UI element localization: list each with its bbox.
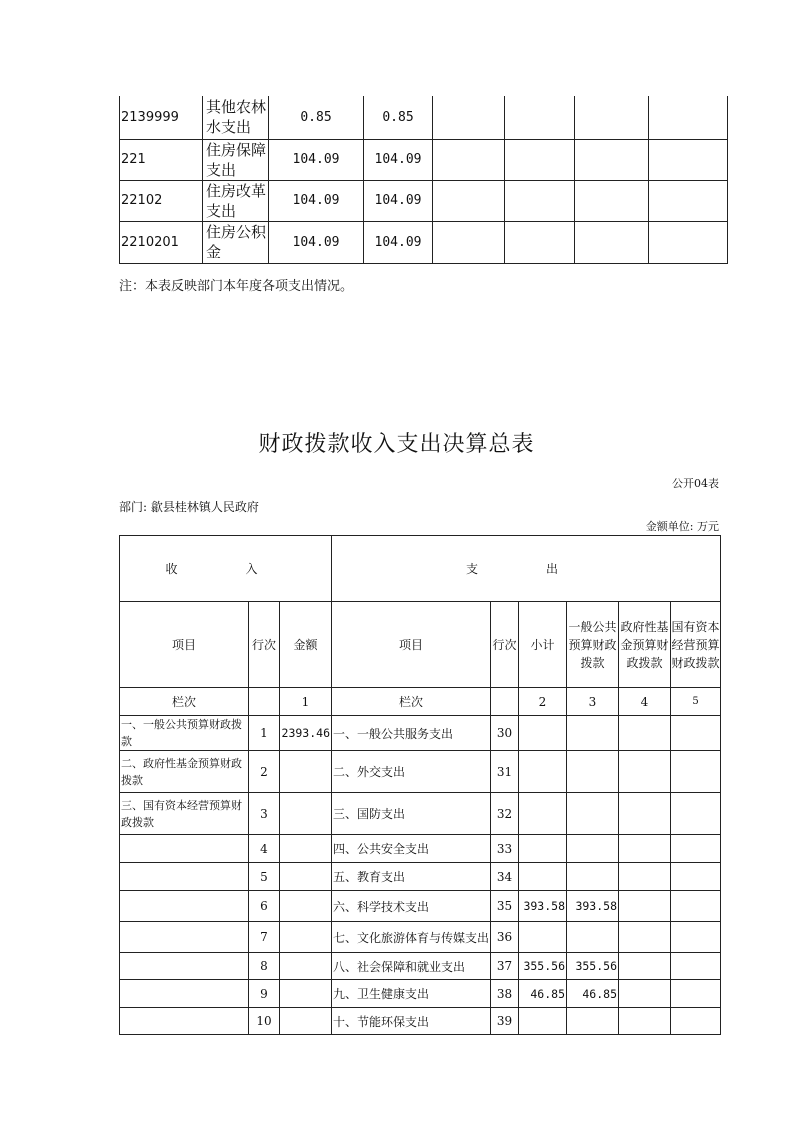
expense-gov-fund	[619, 751, 671, 793]
expense-line-no: 30	[491, 716, 519, 751]
table-row	[120, 751, 721, 793]
table-row	[120, 835, 721, 863]
col-index-4: 4	[619, 688, 671, 716]
empty-cell	[505, 139, 575, 180]
expense-state-capital	[671, 980, 721, 1008]
income-line-no: 4	[249, 835, 280, 863]
expense-item: 八、社会保障和就业支出	[332, 953, 491, 980]
table-row	[120, 96, 728, 139]
table-row	[120, 1008, 721, 1035]
expense-general-budget: 355.56	[567, 953, 619, 980]
empty-cell	[433, 180, 505, 221]
table-row	[120, 180, 728, 221]
expense-line-no: 39	[491, 1008, 519, 1035]
income-item: 三、国有资本经营预算财政拨款	[120, 793, 249, 835]
income-line-no: 7	[249, 922, 280, 953]
income-amount	[280, 891, 332, 922]
expense-subtotal	[519, 751, 567, 793]
col-index-blank-2	[491, 688, 519, 716]
column-index-row	[120, 688, 721, 716]
col-index-5: 5	[671, 688, 721, 716]
col-income-amount: 金额	[280, 602, 332, 688]
expense-item: 五、教育支出	[332, 863, 491, 891]
empty-cell	[433, 96, 505, 139]
empty-cell	[575, 96, 649, 139]
empty-cell	[505, 180, 575, 221]
header-row-columns	[120, 602, 721, 688]
col-index-1: 1	[280, 688, 332, 716]
department-text: 部门: 歙县桂林镇人民政府	[119, 500, 259, 514]
income-line-no: 10	[249, 1008, 280, 1035]
table-row	[120, 891, 721, 922]
empty-cell	[433, 139, 505, 180]
row-code: 2210201	[120, 221, 203, 263]
expense-general-budget: 393.58	[567, 891, 619, 922]
expense-subtotal	[519, 716, 567, 751]
empty-cell	[649, 221, 728, 263]
expense-subtotal	[519, 863, 567, 891]
income-item: 一、一般公共预算财政拨款	[120, 716, 249, 751]
expense-item: 一、一般公共服务支出	[332, 716, 491, 751]
expense-gov-fund	[619, 1008, 671, 1035]
col-general-budget: 一般公共预算财政拨款	[567, 602, 619, 688]
table-row	[120, 980, 721, 1008]
expense-subtotal: 393.58	[519, 891, 567, 922]
empty-cell	[575, 180, 649, 221]
income-item	[120, 922, 249, 953]
expense-gov-fund	[619, 953, 671, 980]
expense-subtotal	[519, 835, 567, 863]
expense-general-budget	[567, 751, 619, 793]
income-header: 收 入	[120, 536, 332, 602]
col-index-label-right: 栏次	[332, 688, 491, 716]
income-amount: 2393.46	[280, 716, 332, 751]
report-title: 财政拨款收入支出决算总表	[258, 432, 535, 457]
income-item	[120, 1008, 249, 1035]
col-gov-fund: 政府性基金预算财政拨款	[619, 602, 671, 688]
col-income-line: 行次	[249, 602, 280, 688]
empty-cell	[433, 221, 505, 263]
row-code: 221	[120, 139, 203, 180]
table-row	[120, 139, 728, 180]
empty-cell	[649, 139, 728, 180]
empty-cell	[575, 221, 649, 263]
empty-cell	[649, 180, 728, 221]
expense-line-no: 33	[491, 835, 519, 863]
expense-gov-fund	[619, 793, 671, 835]
expense-line-no: 32	[491, 793, 519, 835]
expense-general-budget	[567, 793, 619, 835]
expense-general-budget	[567, 1008, 619, 1035]
row-value-1: 0.85	[269, 96, 364, 139]
row-name: 住房保障支出	[203, 139, 269, 180]
income-line-no: 1	[249, 716, 280, 751]
row-value-1: 104.09	[269, 221, 364, 263]
expense-item: 四、公共安全支出	[332, 835, 491, 863]
income-item	[120, 980, 249, 1008]
empty-cell	[505, 96, 575, 139]
table-row	[120, 793, 721, 835]
expense-general-budget	[567, 716, 619, 751]
income-item	[120, 863, 249, 891]
row-name: 住房改革支出	[203, 180, 269, 221]
table-row	[120, 922, 721, 953]
expense-line-no: 31	[491, 751, 519, 793]
expense-line-no: 37	[491, 953, 519, 980]
col-expense-item: 项目	[332, 602, 491, 688]
table-note: 注：本表反映部门本年度各项支出情况。	[119, 279, 354, 294]
expense-line-no: 34	[491, 863, 519, 891]
expense-item: 九、卫生健康支出	[332, 980, 491, 1008]
expense-state-capital	[671, 835, 721, 863]
expense-general-budget	[567, 922, 619, 953]
row-name: 其他农林水支出	[203, 96, 269, 139]
expense-item: 七、文化旅游体育与传媒支出	[332, 922, 491, 953]
expense-subtotal	[519, 1008, 567, 1035]
expense-line-no: 38	[491, 980, 519, 1008]
income-line-no: 8	[249, 953, 280, 980]
col-index-2: 2	[519, 688, 567, 716]
empty-cell	[575, 139, 649, 180]
expense-general-budget: 46.85	[567, 980, 619, 1008]
income-amount	[280, 863, 332, 891]
expense-state-capital	[671, 793, 721, 835]
income-amount	[280, 793, 332, 835]
table-row	[120, 716, 721, 751]
income-line-no: 9	[249, 980, 280, 1008]
expense-state-capital	[671, 751, 721, 793]
row-value-1: 104.09	[269, 180, 364, 221]
table-number: 公开04表	[672, 477, 719, 490]
income-line-no: 2	[249, 751, 280, 793]
department-label	[119, 496, 259, 518]
income-line-no: 6	[249, 891, 280, 922]
col-index-label-left: 栏次	[120, 688, 249, 716]
table-row	[120, 863, 721, 891]
expense-item: 六、科学技术支出	[332, 891, 491, 922]
empty-cell	[505, 221, 575, 263]
expense-state-capital	[671, 922, 721, 953]
col-expense-line: 行次	[491, 602, 519, 688]
expense-state-capital	[671, 891, 721, 922]
income-amount	[280, 980, 332, 1008]
expense-item: 二、外交支出	[332, 751, 491, 793]
expense-gov-fund	[619, 922, 671, 953]
row-code: 22102	[120, 180, 203, 221]
expense-line-no: 35	[491, 891, 519, 922]
income-item: 二、政府性基金预算财政拨款	[120, 751, 249, 793]
income-line-no: 5	[249, 863, 280, 891]
expenditure-detail-table	[119, 96, 728, 264]
expense-gov-fund	[619, 863, 671, 891]
empty-cell	[649, 96, 728, 139]
expense-subtotal	[519, 922, 567, 953]
row-value-2: 104.09	[364, 221, 433, 263]
expense-general-budget	[567, 863, 619, 891]
expense-subtotal: 46.85	[519, 980, 567, 1008]
expense-gov-fund	[619, 835, 671, 863]
expense-header: 支 出	[332, 536, 721, 602]
income-item	[120, 835, 249, 863]
fiscal-appropriation-table	[119, 535, 721, 1035]
income-item	[120, 891, 249, 922]
expense-line-no: 36	[491, 922, 519, 953]
table-row	[120, 221, 728, 263]
row-value-2: 0.85	[364, 96, 433, 139]
income-amount	[280, 953, 332, 980]
header-row-group	[120, 536, 721, 602]
row-value-2: 104.09	[364, 180, 433, 221]
row-value-1: 104.09	[269, 139, 364, 180]
expense-subtotal: 355.56	[519, 953, 567, 980]
expense-item: 十、节能环保支出	[332, 1008, 491, 1035]
col-income-item: 项目	[120, 602, 249, 688]
col-subtotal: 小计	[519, 602, 567, 688]
income-amount	[280, 835, 332, 863]
expense-gov-fund	[619, 716, 671, 751]
row-name: 住房公积金	[203, 221, 269, 263]
expense-state-capital	[671, 716, 721, 751]
expense-gov-fund	[619, 980, 671, 1008]
expense-item: 三、国防支出	[332, 793, 491, 835]
expense-state-capital	[671, 953, 721, 980]
income-amount	[280, 751, 332, 793]
row-value-2: 104.09	[364, 139, 433, 180]
income-line-no: 3	[249, 793, 280, 835]
row-code: 2139999	[120, 96, 203, 139]
income-amount	[280, 1008, 332, 1035]
income-amount	[280, 922, 332, 953]
expense-general-budget	[567, 835, 619, 863]
col-state-capital: 国有资本经营预算财政拨款	[671, 602, 721, 688]
col-index-3: 3	[567, 688, 619, 716]
expense-gov-fund	[619, 891, 671, 922]
income-item	[120, 953, 249, 980]
expense-state-capital	[671, 863, 721, 891]
amount-unit: 金额单位: 万元	[645, 520, 719, 533]
expense-subtotal	[519, 793, 567, 835]
table-row	[120, 953, 721, 980]
expense-state-capital	[671, 1008, 721, 1035]
col-index-blank	[249, 688, 280, 716]
